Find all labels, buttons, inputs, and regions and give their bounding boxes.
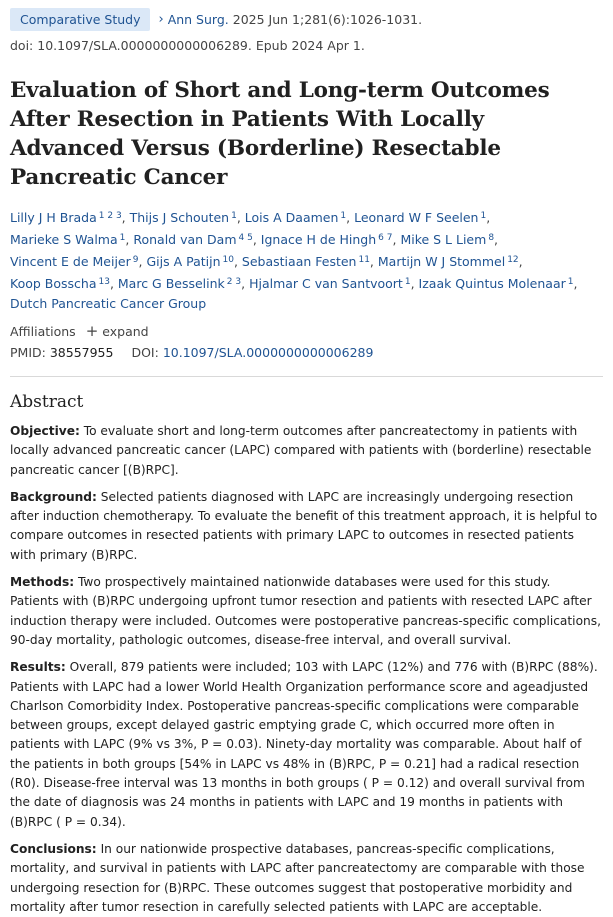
affiliation-numbers[interactable]: 10	[222, 255, 234, 265]
affiliation-numbers[interactable]: 8	[488, 233, 495, 243]
affiliation-numbers[interactable]: 1	[480, 211, 487, 221]
author-separator: ,	[494, 232, 499, 247]
doi-label: DOI:	[131, 345, 159, 360]
identifiers-row	[10, 345, 603, 360]
author-link[interactable]	[400, 232, 494, 247]
author-name: Koop Bosscha	[10, 276, 97, 291]
author-separator: ,	[252, 232, 261, 247]
citation-text: 2025 Jun 1;281(6):1026-1031.	[232, 12, 423, 27]
plus-icon: +	[85, 322, 99, 340]
author-name: Lois A Daamen	[244, 210, 339, 225]
abstract-methods	[10, 573, 603, 650]
author-link[interactable]	[10, 254, 139, 269]
affiliation-numbers[interactable]: 1	[119, 233, 126, 243]
author-name: Lilly J H Brada	[10, 210, 97, 225]
abstract-section-text: Overall, 879 patients were included; 103 with LAPC (12%) and 776 with (B)RPC (88%). Patients with LAPC had a lower World Health Organization performance score and ageadjusted Charlson Comorbidity Index. Postoperative pancreas-specific complications were comparable between groups, except delayed gastric emptying grade C, which occurred more often in patients with LAPC (9% vs 3%, P = 0.03). Ninety-day mortality was comparable. About half of the patients in both groups [54% in LAPC vs 48% in (B)RPC, P = 0.21] had a radical resection (R0). Disease-free interval was 13 months in both groups ( P = 0.12) and overall survival from the date of diagnosis was 24 months in patients with LAPC and 19 months in patients with (B)RPC ( P = 0.34).	[10, 660, 598, 829]
author-name: Hjalmar C van Santvoort	[249, 276, 403, 291]
abstract-section-text: Selected patients diagnosed with LAPC are increasingly undergoing resection after induction chemotherapy. To evaluate the benefit of this treatment approach, it is helpful to compare outcomes in resected patients with primary LAPC to outcomes in resected patients with primary (B)RPC.	[10, 489, 598, 562]
article-title: Evaluation of Short and Long-term Outcomes After Resection in Patients With Locally Advanced Versus (Borderline) Resectable Pancreatic Cancer	[10, 78, 550, 190]
author-link[interactable]	[10, 296, 206, 311]
author-name: Ignace H de Hingh	[260, 232, 377, 247]
chevron-right-icon[interactable]: ›	[158, 12, 164, 27]
author-separator: ,	[236, 210, 245, 225]
abstract-conclusions	[10, 840, 603, 917]
affiliation-numbers[interactable]: 12	[507, 255, 519, 265]
author-name: Gijs A Patijn	[146, 254, 221, 269]
affiliation-numbers[interactable]: 9	[132, 255, 139, 265]
author-link[interactable]	[249, 276, 411, 291]
affiliation-numbers[interactable]: 1	[567, 277, 574, 287]
abstract-section-text: In our nationwide prospective databases, pancreas-specific complications, mortality, and survival in patients with LAPC after pancreatectomy are comparable with those undergoing resection for (B)RPC. These outcomes suggest that postoperative morbidity and mortality after tumor resection in carefully selected patients with LAPC are acceptable.	[10, 841, 585, 914]
affiliation-numbers[interactable]: 6 7	[378, 233, 393, 243]
author-link[interactable]	[10, 232, 125, 247]
abstract-section-label: Results:	[10, 660, 66, 675]
expand-affiliations-button[interactable]	[86, 322, 149, 340]
affiliation-numbers[interactable]: 1	[340, 211, 347, 221]
author-link[interactable]	[378, 254, 519, 269]
abstract-results	[10, 658, 603, 832]
abstract-section-text: Two prospectively maintained nationwide databases were used for this study. Patients with (B)RPC undergoing upfront tumor resection and patients with resected LAPC after induction therapy were included. Outcomes were postoperative pancreas-specific complications, 90-day mortality, pathologic outcomes, disease-free interval, and overall survival.	[10, 575, 601, 647]
author-link[interactable]	[261, 232, 393, 247]
author-link[interactable]	[419, 276, 574, 291]
author-link[interactable]	[130, 210, 237, 225]
authors-list	[10, 206, 603, 314]
doi-epub-line: doi: 10.1097/SLA.0000000000006289. Epub 2024 Apr 1.	[10, 38, 365, 53]
abstract-background	[10, 488, 603, 565]
author-separator: ,	[518, 254, 523, 269]
author-link[interactable]	[10, 276, 110, 291]
author-link[interactable]	[10, 210, 122, 225]
expand-label: expand	[102, 324, 149, 339]
affiliations-label: Affiliations	[10, 323, 76, 339]
author-separator: ,	[369, 254, 378, 269]
author-name: Marieke S Walma	[10, 232, 118, 247]
author-name: Mike S L Liem	[400, 232, 487, 247]
affiliation-numbers[interactable]: 2 3	[226, 277, 242, 287]
affiliation-numbers[interactable]: 1 2 3	[98, 211, 122, 221]
author-separator: ,	[138, 254, 147, 269]
affiliation-numbers[interactable]: 1	[231, 211, 237, 221]
author-separator: ,	[346, 210, 355, 225]
author-name: Leonard W F Seelen	[354, 210, 479, 225]
author-link[interactable]	[245, 210, 346, 225]
pmid-value: 38557955	[49, 345, 114, 360]
section-divider	[10, 376, 603, 377]
abstract-section-text: To evaluate short and long-term outcomes after pancreatectomy in patients with locally advanced pancreatic cancer (LAPC) compared with patients with (borderline) resectable pancreatic cancer [(B)RPC].	[10, 424, 592, 477]
abstract-section-label: Background:	[10, 489, 97, 504]
author-link[interactable]	[146, 254, 234, 269]
abstract-objective	[10, 422, 603, 480]
author-separator: ,	[241, 276, 250, 291]
author-name: Martijn W J Stommel	[377, 254, 506, 269]
author-name: Sebastiaan Festen	[241, 254, 357, 269]
author-link[interactable]	[242, 254, 370, 269]
author-name: Izaak Quintus Molenaar	[418, 276, 566, 291]
author-name: Dutch Pancreatic Cancer Group	[10, 296, 207, 311]
author-separator: ,	[486, 210, 491, 225]
author-separator: ,	[125, 232, 134, 247]
author-separator: ,	[392, 232, 401, 247]
abstract-section-label: Methods:	[10, 575, 75, 590]
affiliations-row	[10, 322, 603, 340]
author-link[interactable]	[133, 232, 252, 247]
abstract-body	[10, 422, 603, 917]
doi-link[interactable]: 10.1097/SLA.0000000000006289	[162, 345, 374, 360]
author-separator: ,	[109, 276, 118, 291]
publication-type-badge[interactable]: Comparative Study	[10, 8, 150, 31]
pmid-label: PMID:	[10, 345, 46, 360]
author-separator: ,	[121, 210, 130, 225]
author-name: Marc G Besselink	[117, 276, 225, 291]
author-name: Thijs J Schouten	[129, 210, 230, 225]
author-link[interactable]	[118, 276, 241, 291]
citation-bar	[10, 0, 603, 31]
journal-link[interactable]: Ann Surg.	[167, 12, 229, 27]
affiliation-numbers[interactable]: 11	[358, 255, 370, 265]
author-separator: ,	[410, 276, 419, 291]
affiliation-numbers[interactable]: 13	[98, 277, 110, 287]
abstract-section-label: Objective:	[10, 424, 80, 438]
author-separator: ,	[233, 254, 242, 269]
abstract-heading: Abstract	[10, 392, 84, 412]
affiliation-numbers[interactable]: 1	[404, 277, 411, 287]
author-separator: ,	[573, 276, 578, 291]
abstract-section-label: Conclusions:	[10, 841, 97, 856]
author-link[interactable]	[354, 210, 486, 225]
affiliation-numbers[interactable]: 4 5	[238, 233, 253, 243]
author-name: Ronald van Dam	[133, 232, 237, 247]
author-name: Vincent E de Meijer	[10, 254, 131, 269]
